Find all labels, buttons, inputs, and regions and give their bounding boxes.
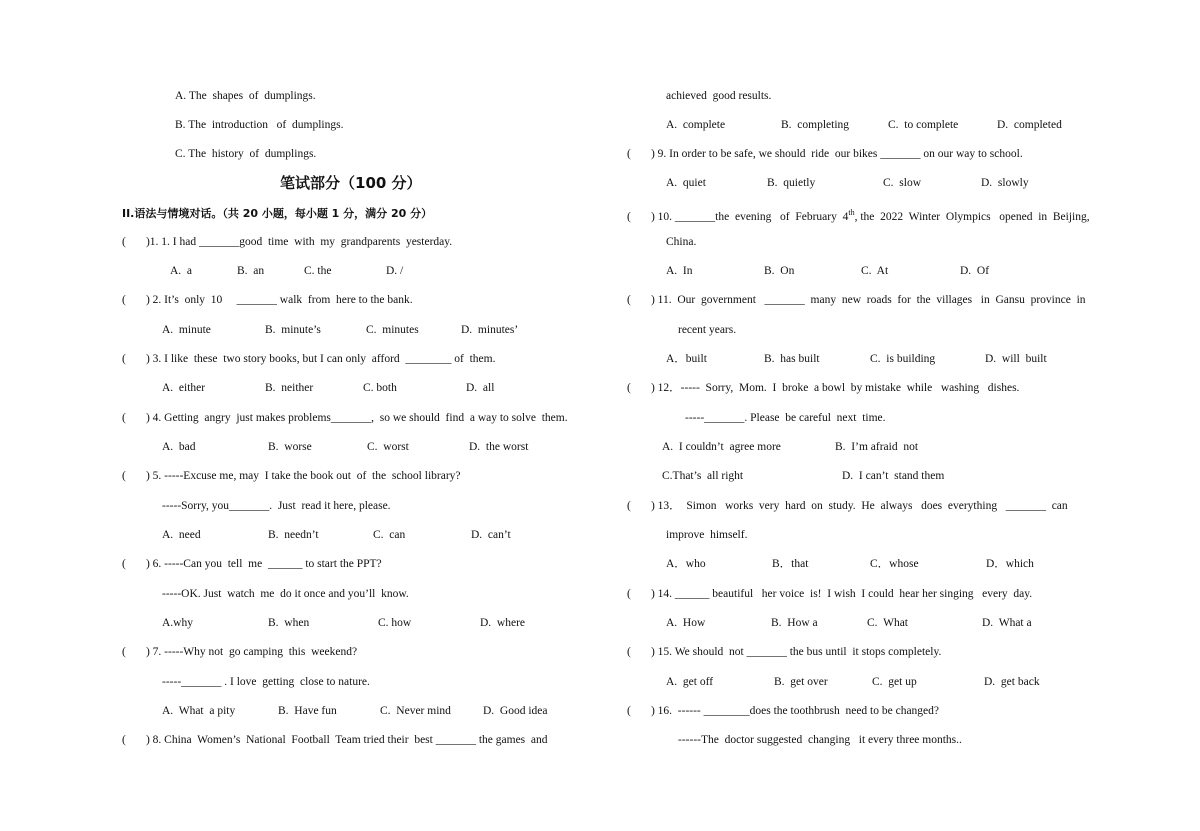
q1-option-b: B. an	[237, 265, 265, 277]
q4-option-c: C. worst	[367, 441, 409, 453]
q4-option-d: D. the worst	[469, 441, 529, 453]
q8-option-b: B. completing	[781, 119, 850, 131]
q10-continuation: China.	[666, 236, 697, 248]
q6-option-d: D. where	[480, 617, 526, 629]
q3-option-d: D. all	[466, 382, 495, 394]
q1-stem: ( )1. 1. I had _______good time with my grandparents yesterday.	[122, 236, 453, 248]
q12-option-d: D. I can’t stand them	[842, 470, 945, 482]
q5-option-a: A. need	[162, 529, 201, 541]
q14-stem: ( ) 14. ______ beautiful her voice is! I wish I could hear her singing every day.	[627, 588, 1033, 600]
q3-stem: ( ) 3. I like these two story books, but I can only afford ________ of them.	[122, 353, 496, 365]
q9-option-d: D. slowly	[981, 177, 1029, 189]
q11-option-d: D. will built	[985, 353, 1047, 365]
q13-option-d: D．which	[986, 558, 1034, 570]
q10-stem-b: , the 2022 Winter Olympics opened in Beijing,	[854, 210, 1090, 223]
q9-stem: ( ) 9. In order to be safe, we should ride our bikes _______ on our way to school.	[627, 148, 1023, 160]
q5-option-b: B. needn’t	[268, 529, 319, 541]
section-heading: II.语法与情境对话。（共 20 小题，每小题 1 分，满分 20 分）	[122, 207, 433, 220]
q10-stem	[627, 206, 1090, 224]
q4-option-a: A. bad	[162, 441, 196, 453]
q6-stem: ( ) 6. -----Can you tell me ______ to start the PPT?	[122, 558, 382, 570]
q10-option-b: B. On	[764, 265, 795, 277]
q12-option-c: C.That’s all right	[662, 470, 744, 482]
q3-option-a: A. either	[162, 382, 206, 394]
q11-continuation: recent years.	[678, 324, 737, 336]
q11-option-a: A．built	[666, 353, 707, 365]
prev-option-c: C. The history of dumplings.	[175, 148, 317, 160]
q9-option-c: C. slow	[883, 177, 922, 189]
q12-option-a: A. I couldn’t agree more	[662, 441, 781, 453]
q2-option-b: B. minute’s	[265, 324, 321, 336]
q8-option-d: D. completed	[997, 119, 1062, 131]
q13-option-a: A．who	[666, 558, 706, 570]
q14-option-c: C. What	[867, 617, 908, 629]
q16-stem: ( ) 16. ------ ________does the toothbrush need to be changed?	[627, 705, 940, 717]
q8-option-c: C. to complete	[888, 119, 959, 131]
q5-stem: ( ) 5. -----Excuse me, may I take the book out of the school library?	[122, 470, 461, 482]
q3-option-b: B. neither	[265, 382, 314, 394]
q10-superscript: th	[848, 208, 855, 217]
q7-option-b: B. Have fun	[278, 705, 337, 717]
q10-option-c: C. At	[861, 265, 889, 277]
q5-option-d: D. can’t	[471, 529, 511, 541]
q4-stem: ( ) 4. Getting angry just makes problems_______, so we should find a way to solve them.	[122, 412, 568, 424]
q6-option-a: A.why	[162, 617, 193, 629]
q15-option-b: B. get over	[774, 676, 828, 688]
q11-option-b: B. has built	[764, 353, 820, 365]
q1-option-a: A. a	[170, 265, 193, 277]
q8-option-a: A. complete	[666, 119, 726, 131]
prev-option-a: A. The shapes of dumplings.	[175, 90, 316, 102]
q12-stem: ( ) 12．----- Sorry, Mom. I broke a bowl by mistake while washing dishes.	[627, 382, 1020, 394]
q12-option-b: B. I’m afraid not	[835, 441, 919, 453]
q6-sub: -----OK. Just watch me do it once and you’ll know.	[162, 588, 409, 600]
q8-continuation: achieved good results.	[666, 90, 772, 102]
q15-stem: ( ) 15. We should not _______ the bus until it stops completely.	[627, 646, 942, 658]
q16-sub: ------The doctor suggested changing it every three months..	[678, 734, 962, 746]
q14-option-b: B. How a	[771, 617, 818, 629]
q9-option-b: B. quietly	[767, 177, 816, 189]
q11-option-c: C. is building	[870, 353, 936, 365]
q15-option-a: A. get off	[666, 676, 714, 688]
q2-option-d: D. minutes’	[461, 324, 519, 336]
q13-stem: ( ) 13． Simon works very hard on study. He always does everything _______ can	[627, 500, 1068, 512]
q13-continuation: improve himself.	[666, 529, 748, 541]
q15-option-c: C. get up	[872, 676, 917, 688]
q8-stem: ( ) 8. China Women’s National Football Team tried their best _______ the games and	[122, 734, 548, 746]
q14-option-a: A. How	[666, 617, 706, 629]
q7-option-a: A. What a pity	[162, 705, 236, 717]
q7-option-c: C. Never mind	[380, 705, 451, 717]
q10-stem-a: ( ) 10. _______the evening of February 4	[627, 210, 849, 223]
q5-option-c: C. can	[373, 529, 406, 541]
q15-option-d: D. get back	[984, 676, 1040, 688]
q2-option-a: A. minute	[162, 324, 211, 336]
section-title: 笔试部分（100 分）	[280, 174, 422, 192]
q9-option-a: A. quiet	[666, 177, 706, 189]
prev-option-b: B. The introduction of dumplings.	[175, 119, 344, 131]
q6-option-c: C. how	[378, 617, 412, 629]
q14-option-d: D. What a	[982, 617, 1032, 629]
q7-option-d: D. Good idea	[483, 705, 548, 717]
q12-sub: -----_______. Please be careful next time.	[685, 412, 886, 424]
q6-option-b: B. when	[268, 617, 310, 629]
q11-stem: ( ) 11. Our government _______ many new roads for the villages in Gansu province in	[627, 294, 1086, 306]
q2-option-c: C. minutes	[366, 324, 419, 336]
q13-option-b: B．that	[772, 558, 809, 570]
q2-stem: ( ) 2. It’s only 10 _______ walk from here to the bank.	[122, 294, 413, 306]
q1-option-d: D. /	[386, 265, 404, 277]
q10-option-d: D. Of	[960, 265, 990, 277]
q1-option-c: C. the	[304, 265, 332, 277]
q3-option-c: C. both	[363, 382, 397, 394]
q13-option-c: C．whose	[870, 558, 919, 570]
q7-sub: -----_______ . I love getting close to nature.	[162, 676, 370, 688]
q10-option-a: A. In	[666, 265, 693, 277]
q4-option-b: B. worse	[268, 441, 312, 453]
q7-stem: ( ) 7. -----Why not go camping this weekend?	[122, 646, 358, 658]
q5-sub: -----Sorry, you_______. Just read it here, please.	[162, 500, 391, 512]
